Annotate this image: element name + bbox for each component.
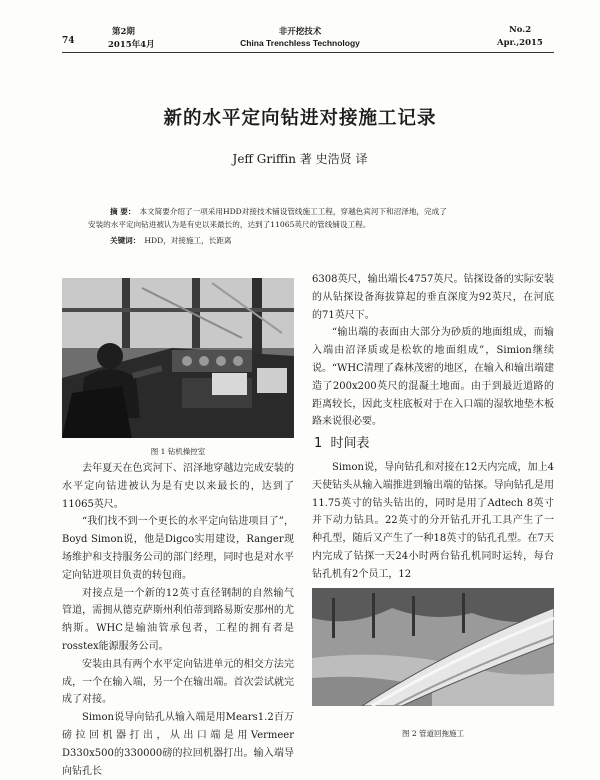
section-title: 时间表	[330, 436, 370, 451]
right-column-bottom-text	[312, 459, 554, 584]
figure-1-caption: 图 1 钻机操控室	[150, 447, 206, 456]
issue-number-en: No.2	[509, 25, 532, 35]
keywords-label: 关键词：	[110, 236, 141, 245]
paragraph: 对接点是一个新的12英寸直径钢制的自然输气管道，需拥从德克萨斯州利伯蒂到路易斯安那州的尤纳斯。WHC是输油管承包者，工程的拥有者是rosstex能源服务公司。	[62, 587, 294, 652]
figure-2-caption: 图 2 管道回拖施工	[401, 729, 465, 738]
keywords-text: HDD，对接施工，长距离	[144, 236, 232, 245]
paragraph: 6308英尺，输出端长4757英尺。钻探设备的实际安装的从钻探设备海拔算起的垂直深度为92英尺，在河底的71英尺下。	[312, 274, 554, 321]
pipeline-pullback-image	[312, 588, 554, 706]
paragraph: Simon说，导向钻孔和对接在12天内完成，加上4天使钻头从输入端推进到输出端的钻探。导向钻孔是用11.75英寸的钻头钻出的，同时是用了Adtech 8英寸并下动力钻具。22英寸的分开钻孔开孔工具产生了一种孔型，随后又产生了一种18英寸的钻孔孔型。在7天内完成了钻探一天24小时两台钻孔机同时运转，每台钻孔机有2个员工，12	[312, 462, 554, 580]
article-title: 新的水平定向钻进对接施工记录	[163, 108, 437, 129]
figure-1-photo	[62, 278, 294, 438]
paragraph: 去年夏天在色宾河下、沼泽地穿越边完成安装的水平定向钻进被认为是有史以来最长的，达到了11065英尺。	[62, 463, 294, 510]
figure-2-photo	[312, 588, 554, 706]
abstract-line-2: 安装的水平定向钻进被认为是有史以来最长的，达到了11065英尺的管线铺设工程。	[88, 220, 371, 229]
drill-control-room-image	[62, 278, 294, 438]
header-rule	[62, 52, 554, 53]
journal-name-en: China Trenchless Technology	[240, 38, 360, 48]
right-column-top-text	[312, 271, 554, 431]
article-author: Jeff Griffin 著 史浩贤 译	[232, 152, 368, 166]
abstract-line-1: 本文简要介绍了一项采用HDD对接技术铺设管线施工工程，穿越色宾河下和沼泽地，完成了	[139, 207, 447, 216]
paragraph: 安装由具有两个水平定向钻进单元的相交方法完成，一个在输入端，另一个在输出端。首次尝试就完成了对接。	[62, 658, 294, 706]
paragraph: “我们找不到一个更长的水平定向钻进项目了”，Boyd Simon说，他是Digco实用建设，Ranger现场维护和支持服务公司的部门经理，同时也是对水平定向钻进项目负责的转包商。	[62, 516, 294, 581]
issue-date: 2015年4月	[108, 40, 155, 50]
abstract	[88, 205, 548, 231]
date-en: Apr.,2015	[497, 38, 543, 48]
keywords	[88, 235, 548, 246]
section-number: 1	[314, 436, 323, 451]
paragraph: Simon说导向钻孔从输入端是用Mears1.2百万磅拉回机器打出，从出口端是用Vermeer D330x500的330000磅的拉回机器打出。输入端导向钻孔长	[62, 712, 294, 777]
paragraph: “输出端的表面由大部分为砂质的地面组成，而输入端由沼泽质或是松软的地面组成”，Simion继续说。“WHC清理了森林茂密的地区，在输入和输出端建造了200x200英尺的混凝土地面。由于到最近道路的距离较长，因此支柱底板对于在入口端的湿软地垫木板路来说很必要。	[312, 327, 554, 428]
issue-label: 第2期	[112, 27, 135, 37]
journal-name-cn: 非开挖技术	[278, 27, 322, 37]
section-heading-1	[314, 432, 370, 451]
page-number: 74	[62, 36, 75, 46]
left-column-text	[62, 460, 294, 780]
abstract-label: 摘 要：	[110, 207, 136, 216]
